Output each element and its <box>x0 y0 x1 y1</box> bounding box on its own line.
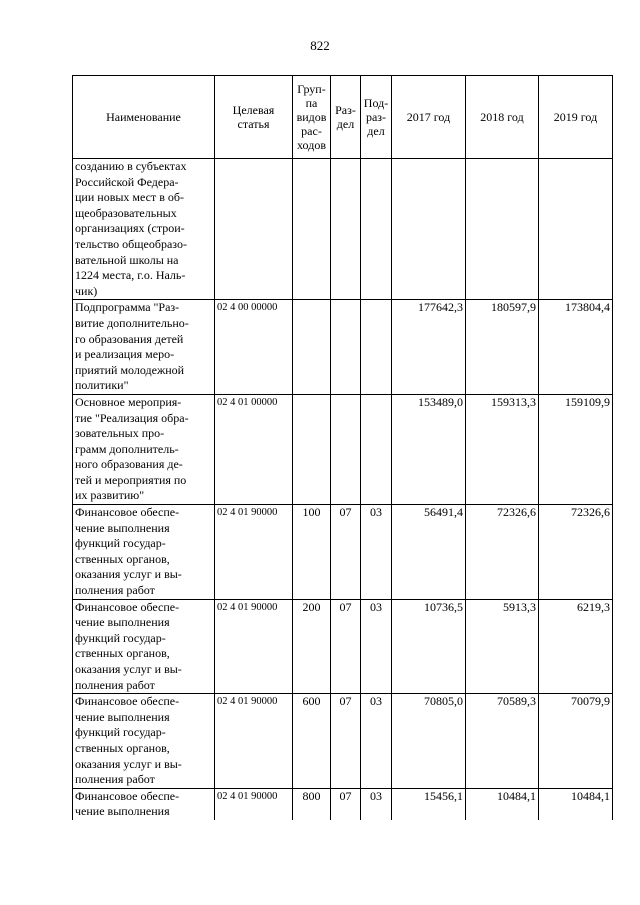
cell-name: Финансовое обеспе- чение выполнения функций государ- ственных органов, оказания услуг и вы- полнения работ <box>73 599 215 694</box>
cell-section: 07 <box>331 788 361 820</box>
cell-section: 07 <box>331 505 361 600</box>
table-body <box>73 159 613 820</box>
header-target: Целевая статья <box>215 76 293 159</box>
cell-2018: 180597,9 <box>466 300 539 395</box>
cell-2019: 70079,9 <box>539 694 613 789</box>
cell-target: 02 4 01 90000 <box>215 505 293 600</box>
table-row <box>73 788 613 820</box>
header-2019: 2019 год <box>539 76 613 159</box>
cell-expense-group: 600 <box>293 694 331 789</box>
cell-2019: 173804,4 <box>539 300 613 395</box>
cell-expense-group <box>293 300 331 395</box>
cell-2019: 72326,6 <box>539 505 613 600</box>
cell-expense-group <box>293 159 331 300</box>
cell-subsection: 03 <box>361 505 392 600</box>
cell-target: 02 4 01 00000 <box>215 394 293 504</box>
cell-2017: 10736,5 <box>392 599 466 694</box>
cell-2017 <box>392 159 466 300</box>
page-number: 822 <box>310 38 330 53</box>
cell-2019 <box>539 159 613 300</box>
cell-expense-group: 800 <box>293 788 331 820</box>
cell-2017: 153489,0 <box>392 394 466 504</box>
cell-2018: 10484,1 <box>466 788 539 820</box>
budget-table <box>72 75 613 820</box>
cell-2018: 72326,6 <box>466 505 539 600</box>
header-row <box>73 76 613 159</box>
cell-2019: 6219,3 <box>539 599 613 694</box>
table-row <box>73 159 613 300</box>
cell-subsection: 03 <box>361 788 392 820</box>
header-name: Наименование <box>73 76 215 159</box>
cell-2017: 177642,3 <box>392 300 466 395</box>
cell-subsection: 03 <box>361 694 392 789</box>
header-2018: 2018 год <box>466 76 539 159</box>
cell-expense-group: 100 <box>293 505 331 600</box>
cell-section <box>331 394 361 504</box>
cell-section: 07 <box>331 694 361 789</box>
header-section: Раз- дел <box>331 76 361 159</box>
cell-2019: 10484,1 <box>539 788 613 820</box>
header-2017: 2017 год <box>392 76 466 159</box>
cell-subsection: 03 <box>361 599 392 694</box>
cell-section <box>331 159 361 300</box>
cell-2017: 70805,0 <box>392 694 466 789</box>
cell-target: 02 4 01 90000 <box>215 599 293 694</box>
cell-target <box>215 159 293 300</box>
cell-2017: 15456,1 <box>392 788 466 820</box>
cell-2018: 70589,3 <box>466 694 539 789</box>
table-row <box>73 300 613 395</box>
cell-target: 02 4 01 90000 <box>215 694 293 789</box>
cell-subsection <box>361 300 392 395</box>
cell-name: Основное мероприя- тие "Реализация обра- зовательных про- грамм дополнитель- ного образования де- тей и мероприятия по их развитию" <box>73 394 215 504</box>
cell-name: Финансовое обеспе- чение выполнения функций государ- ственных органов, оказания услуг и вы- полнения работ <box>73 505 215 600</box>
cell-name: Финансовое обеспе- чение выполнения <box>73 788 215 820</box>
table-row <box>73 599 613 694</box>
cell-name: созданию в субъектах Российской Федера- ции новых мест в об- щеобразовательных организациях (строи- тельство общеобразо- вательной школы на 1224 места, г.о. Наль- чик) <box>73 159 215 300</box>
header-subsection: Под- раз- дел <box>361 76 392 159</box>
cell-target: 02 4 01 90000 <box>215 788 293 820</box>
cell-2018: 159313,3 <box>466 394 539 504</box>
table-row <box>73 694 613 789</box>
cell-subsection <box>361 394 392 504</box>
cell-2018: 5913,3 <box>466 599 539 694</box>
cell-name: Финансовое обеспе- чение выполнения функций государ- ственных органов, оказания услуг и вы- полнения работ <box>73 694 215 789</box>
cell-name: Подпрограмма "Раз- витие дополнительно- го образования детей и реализация меро- приятий молодежной политики" <box>73 300 215 395</box>
header-expense-group: Груп- па видов рас- ходов <box>293 76 331 159</box>
cell-2019: 159109,9 <box>539 394 613 504</box>
cell-target: 02 4 00 00000 <box>215 300 293 395</box>
cell-2017: 56491,4 <box>392 505 466 600</box>
cell-subsection <box>361 159 392 300</box>
cell-2018 <box>466 159 539 300</box>
cell-expense-group: 200 <box>293 599 331 694</box>
cell-section <box>331 300 361 395</box>
cell-expense-group <box>293 394 331 504</box>
table-row <box>73 394 613 504</box>
table-row <box>73 505 613 600</box>
cell-section: 07 <box>331 599 361 694</box>
